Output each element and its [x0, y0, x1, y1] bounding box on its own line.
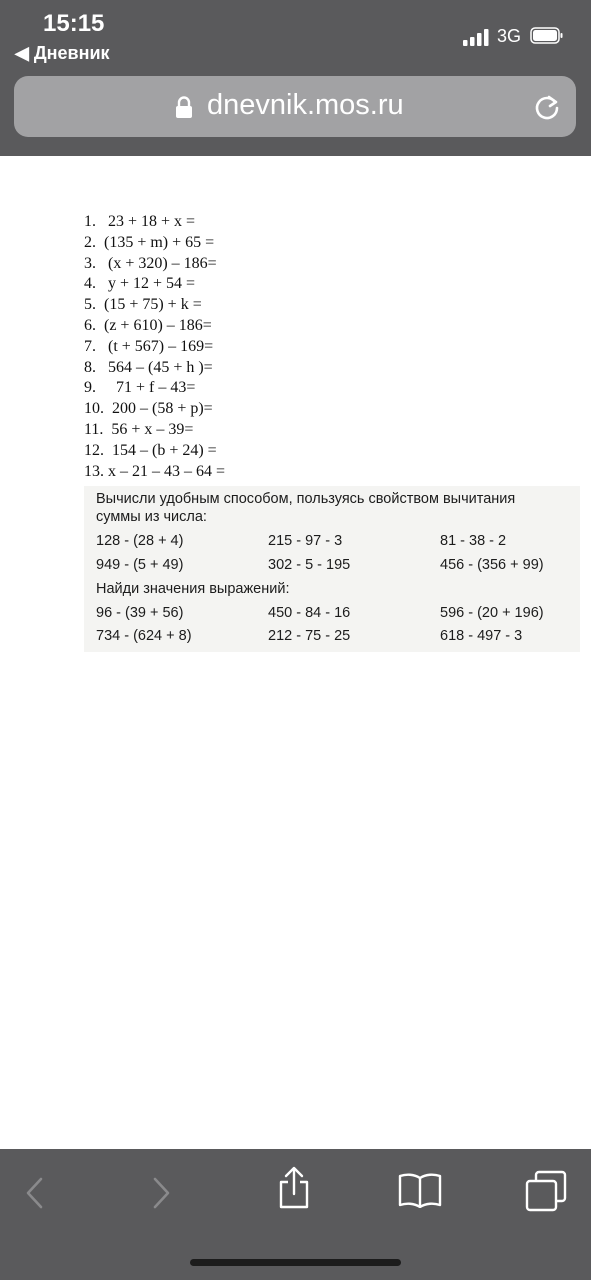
expression: 215 - 97 - 3: [268, 533, 343, 549]
share-icon[interactable]: [276, 1166, 312, 1210]
task-item: 12. 154 – (b + 24) =: [84, 441, 217, 459]
expression: 302 - 5 - 195: [268, 557, 351, 573]
status-time: 15:15: [43, 10, 105, 37]
task-item: 4. y + 12 + 54 =: [84, 275, 196, 293]
expression: 949 - (5 + 49): [96, 557, 184, 573]
tabs-icon[interactable]: [524, 1169, 568, 1213]
reload-icon[interactable]: [533, 93, 561, 121]
textbook-excerpt: [84, 486, 580, 652]
task-item: 6. (z + 610) – 186=: [84, 316, 212, 334]
task-item: 7. (t + 567) – 169=: [84, 337, 214, 355]
task-item: 9. 71 + f – 43=: [84, 379, 196, 397]
expression: 734 - (624 + 8): [96, 628, 192, 644]
expression: 212 - 75 - 25: [268, 628, 351, 644]
task-item: 11. 56 + x – 39=: [84, 420, 194, 438]
battery-icon: [530, 27, 564, 44]
task-item: 10. 200 – (58 + p)=: [84, 400, 213, 418]
task-list: [84, 212, 225, 482]
back-to-app-link[interactable]: ◀ Дневник: [15, 43, 110, 63]
task-item: 2. (135 + m) + 65 =: [84, 233, 215, 251]
expression: 618 - 497 - 3: [440, 628, 523, 644]
forward-arrow-icon[interactable]: [150, 1176, 174, 1210]
task-item: 8. 564 – (45 + h )=: [84, 358, 213, 376]
task-item: 3. (x + 320) – 186=: [84, 254, 217, 272]
network-type: 3G: [497, 26, 522, 46]
task-item: 5. (15 + 75) + k =: [84, 296, 202, 314]
back-arrow-icon[interactable]: [22, 1176, 46, 1210]
url-text[interactable]: dnevnik.mos.ru: [207, 89, 404, 121]
expression: 128 - (28 + 4): [96, 533, 184, 549]
instruction-text: суммы из числа:: [96, 509, 207, 525]
instruction-text: Вычисли удобным способом, пользуясь свойством вычитания: [96, 491, 516, 507]
home-indicator[interactable]: [190, 1259, 401, 1266]
expression: 596 - (20 + 196): [440, 605, 544, 621]
expression: 81 - 38 - 2: [440, 533, 507, 549]
signal-icon: [463, 28, 491, 46]
task-item: 1. 23 + 18 + x =: [84, 213, 196, 230]
expression: 96 - (39 + 56): [96, 605, 184, 621]
expression: 450 - 84 - 16: [268, 605, 351, 621]
section-heading: Найди значения выражений:: [96, 581, 290, 597]
bookmarks-icon[interactable]: [397, 1172, 443, 1208]
lock-icon: [174, 96, 194, 118]
expression: 456 - (356 + 99): [440, 557, 544, 573]
task-item: 13. x – 21 – 43 – 64 =: [84, 462, 226, 480]
